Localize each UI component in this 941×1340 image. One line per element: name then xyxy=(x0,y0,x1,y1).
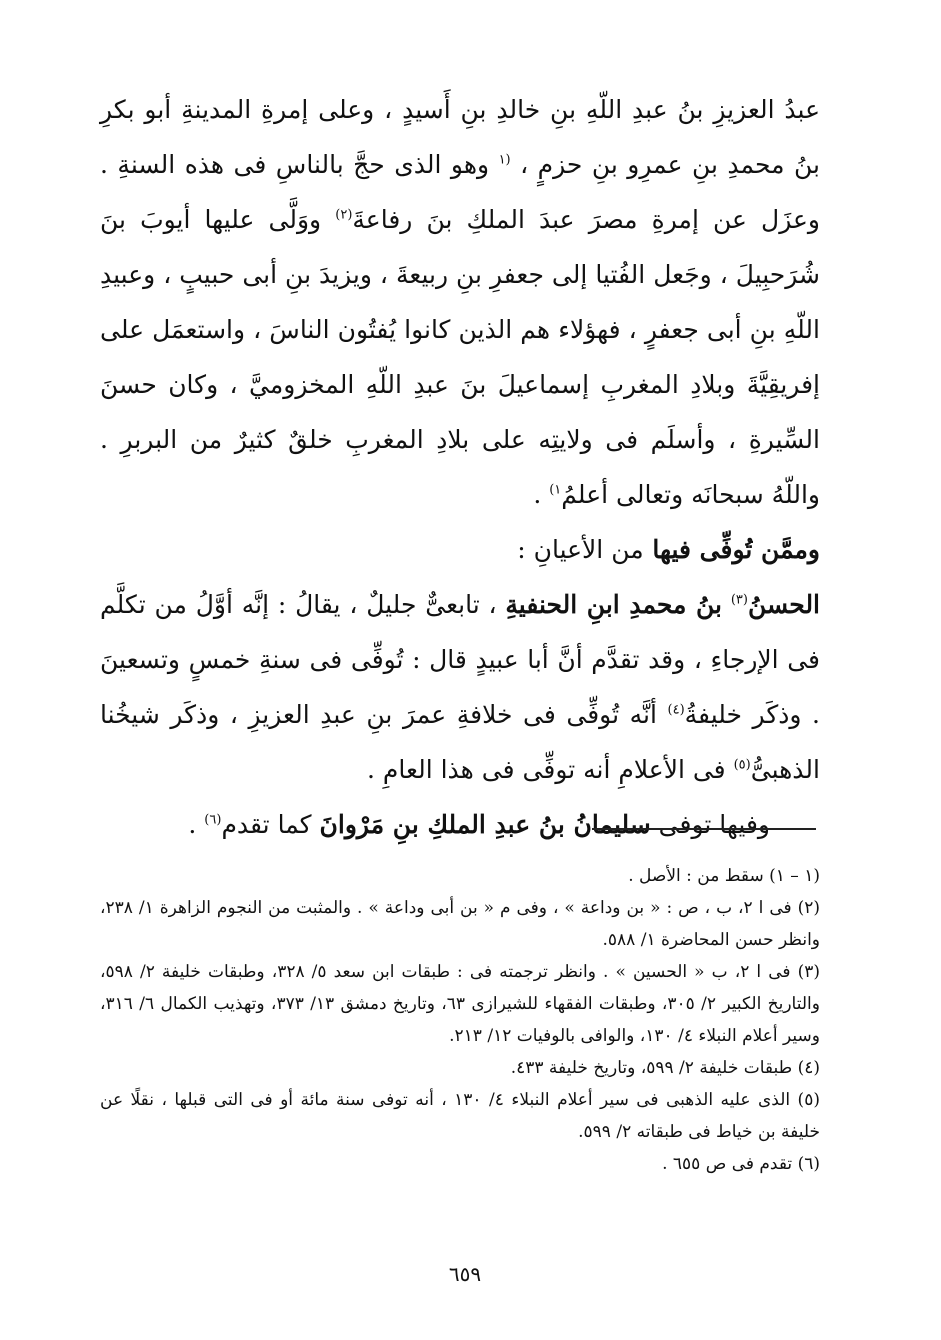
paragraph-text: أنَّه تُوفِّى فى خلافةِ عمرَ بنِ عبدِ العزيزِ ، وذكَر شيخُنا الذهبىُّ xyxy=(100,700,820,784)
footnote-ref: (٢) xyxy=(335,207,353,223)
paragraph-text: . xyxy=(533,480,542,509)
footnotes xyxy=(100,860,820,1180)
paragraph-text: وهو الذى حجَّ بالناسِ فى هذه السنةِ . وعزَل عن إمرةِ مصرَ عبدَ الملكِ بنَ رفاعةَ xyxy=(100,150,820,234)
paragraph-text: وفيها توفى xyxy=(658,810,770,839)
paragraph-text: ، تابعىٌّ جليلٌ ، يقالُ : إنَّه أوَّلُ من تكلَّم فى الإرجاءِ ، وقد تقدَّم أنَّ أبا عبيدٍ قال : تُوفِّى فى سنةِ خمسٍ وتسعينَ . وذكَر خليفةُ xyxy=(100,590,820,729)
paragraph-sulayman-entry xyxy=(100,797,820,852)
entry-name: سليمانُ بنُ عبدِ الملكِ بنِ مَرْوانَ xyxy=(319,810,651,839)
entry-name: بنُ محمدِ ابنِ الحنفيةِ xyxy=(505,590,722,619)
footnote-ref: (٣) xyxy=(730,592,748,608)
entry-name: الحسنُ xyxy=(747,590,821,619)
main-text xyxy=(100,82,820,852)
paragraph-governors xyxy=(100,82,820,522)
footnote-ref: (٦) xyxy=(204,812,222,828)
paragraph-text: . xyxy=(188,810,197,839)
paragraph-text: عبدُ العزيزِ بنُ عبدِ اللّهِ بنِ خالدِ بنِ أَسيدٍ ، وعلى إمرةِ المدينةِ أبو بكرِ بنُ محمدِ بنِ عمرِو بنِ حزمٍ ، xyxy=(100,95,820,179)
footnote-ref: (١ xyxy=(498,152,511,168)
paragraph-text: ووَلَّى عليها أيوبَ بنَ شُرَحبِيلَ ، وجَعل الفُتيا إلى جعفرِ بنِ ربيعةَ ، ويزيدَ بنِ أبى حبيبٍ ، وعبيدِ اللّهِ بنِ أبى جعفرٍ ، فهؤلاء هم الذين كانوا يُفتُون الناسَ ، واستعمَل على إفريقِيَّةَ وبلادِ المغربِ إسماعيلَ بنَ عبدِ اللّهِ المخزوميَّ ، وكان حسنَ السِّيرةِ ، وأسلَم فى ولايتِه على بلادِ المغربِ خلقٌ كثيرٌ من البربرِ . واللّهُ سبحانَه وتعالى أعلمُ xyxy=(100,205,820,509)
footnote: (٥) الذى عليه الذهبى فى سير أعلام النبلاء ٤/ ١٣٠ ، أنه توفى سنة مائة أو فى التى قبلها ، نقلًا عن خليفة بن خياط فى طبقاته ٢/ ٥٩٩. xyxy=(100,1090,820,1142)
section-subheading xyxy=(100,522,820,577)
footnote-ref: (٤) xyxy=(667,702,685,718)
subheading-rest: من الأعيانِ : xyxy=(517,535,644,564)
paragraph-text: كما تقدم xyxy=(221,810,312,839)
footnote: (١ – ١) سقط من : الأصل . xyxy=(628,866,820,886)
paragraph-hasan-entry xyxy=(100,577,820,797)
footnote: (٦) تقدم فى ص ٦٥٥ . xyxy=(662,1154,820,1174)
footnote: (٢) فى ا ٢، ب ، ص : « بن وداعة » ، وفى م « بن أبى وداعة » . والمثبت من النجوم الزاهرة ١/ ٢٣٨، وانظر حسن المحاضرة ١/ ٥٨٨. xyxy=(100,898,820,950)
footnote-ref: ١) xyxy=(549,482,562,498)
footnote-divider xyxy=(592,828,816,830)
page-number: ٦٥٩ xyxy=(448,1262,482,1286)
paragraph-text: فى الأعلامِ أنه توفِّى فى هذا العامِ . xyxy=(367,755,726,784)
footnote-ref: (٥) xyxy=(733,757,751,773)
footnote: (٤) طبقات خليفة ٢/ ٥٩٩، وتاريخ خليفة ٤٣٣. xyxy=(510,1058,820,1078)
footnote: (٣) فى ا ٢، ب « الحسين » . وانظر ترجمته فى : طبقات ابن سعد ٥/ ٣٢٨، وطبقات خليفة ٢/ ٥٩٨، والتاريخ الكبير ٢/ ٣٠٥، وطبقات الفقهاء للشيرازى ٦٣، وتاريخ دمشق ١٣/ ٣٧٣، وتهذيب الكمال ٦/ ٣١٦، وسير أعلام النبلاء ٤/ ١٣٠، والوافى بالوفيات ١٢/ ٢١٣. xyxy=(100,962,820,1046)
subheading-bold: وممَّن تُوفِّى فيها xyxy=(652,535,820,564)
